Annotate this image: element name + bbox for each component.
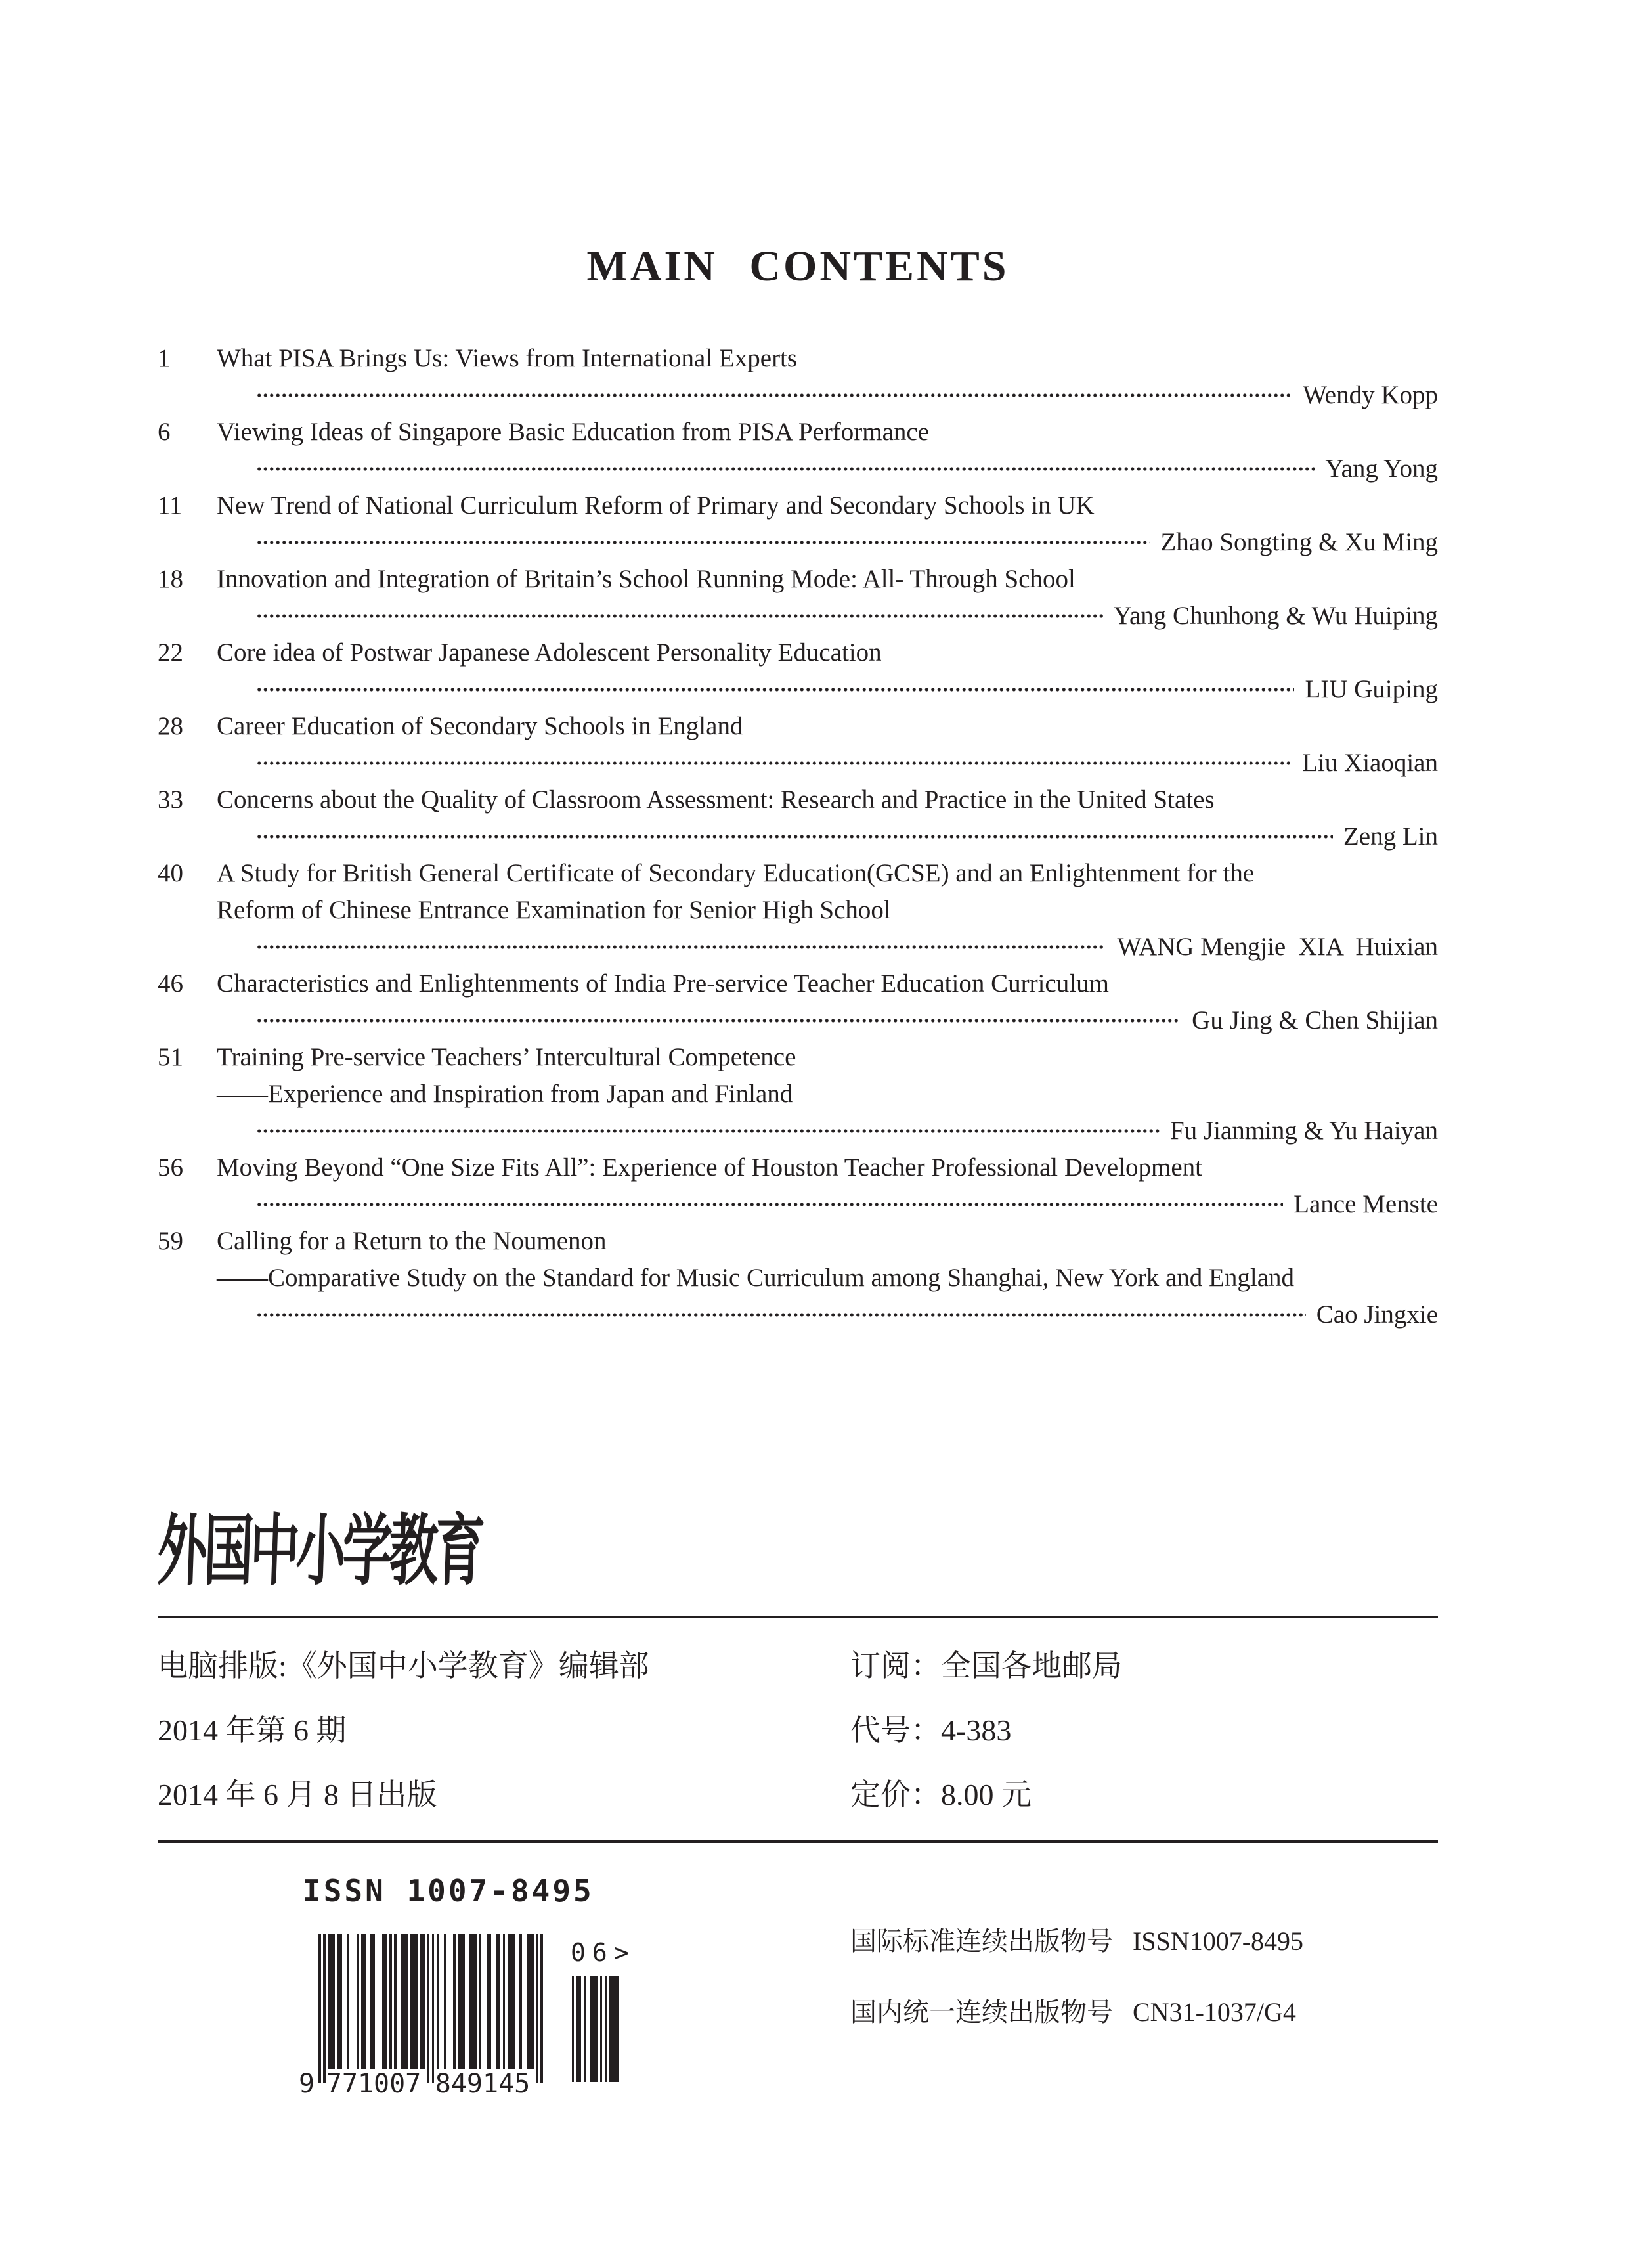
- barcode-digits: [299, 2069, 548, 2099]
- toc-title-line: [158, 561, 1438, 598]
- registry-row: [850, 1977, 1303, 2048]
- dotted-leader: [256, 1018, 1181, 1023]
- registry-row: [850, 1906, 1303, 1977]
- dotted-leader: [256, 687, 1294, 692]
- ean13-barcode: [299, 1934, 636, 2104]
- toc-authors: Yang Yong: [1325, 454, 1438, 483]
- toc-entry: [158, 1039, 1438, 1149]
- barcode-addon: [569, 1938, 636, 2082]
- toc-page-number: 1: [158, 344, 171, 372]
- toc-author-line: [158, 818, 1438, 855]
- toc-entry: [158, 1149, 1438, 1223]
- toc-author-line: [158, 671, 1438, 708]
- toc-title-line: [158, 855, 1438, 892]
- toc-author-line: [158, 1296, 1438, 1333]
- toc-authors: Lance Menste: [1293, 1190, 1438, 1218]
- barcode-bar: [389, 1934, 392, 2069]
- toc-page-number: 22: [158, 638, 183, 667]
- toc-title: Innovation and Integration of Britain’s School Running Mode: All- Through School: [217, 565, 1076, 593]
- barcode-bar: [318, 1934, 321, 2083]
- toc-page-number: 11: [158, 491, 183, 520]
- barcode-bar: [323, 1934, 326, 2083]
- toc-authors: Liu Xiaoqian: [1302, 749, 1438, 777]
- toc-title: A Study for British General Certificate of Secondary Education(GCSE) and an Enlightenment for the: [217, 859, 1255, 887]
- issn-barcode-section: [158, 1873, 1438, 2156]
- registry-label: 国际标准连续出版物号: [850, 1926, 1113, 1956]
- barcode-bar: [503, 1934, 506, 2069]
- colophon-row: 定价：8.00 元: [850, 1778, 1032, 1811]
- ean13-bars: [318, 1934, 543, 2083]
- toc-authors: Zeng Lin: [1343, 822, 1438, 851]
- page-content: [158, 0, 1438, 2156]
- registry-value: ISSN1007-8495: [1133, 1926, 1304, 1956]
- toc-title: New Trend of National Curriculum Reform of Primary and Secondary Schools in UK: [217, 491, 1095, 520]
- toc-page-number: 28: [158, 712, 183, 740]
- dotted-leader: [256, 761, 1292, 766]
- toc-title-line: [158, 340, 1438, 377]
- colophon-grid: [158, 1634, 1438, 1827]
- barcode-bar: [600, 1976, 603, 2082]
- barcode-bar: [519, 1934, 522, 2069]
- colophon-row: 电脑排版:《外国中小学教育》编辑部: [158, 1649, 649, 1683]
- toc-author-line: [158, 524, 1438, 561]
- dotted-leader: [256, 1202, 1283, 1207]
- toc-entry: [158, 1223, 1438, 1333]
- toc-entry: [158, 965, 1438, 1039]
- barcode-bar: [444, 1934, 446, 2069]
- barcode-bar: [453, 1934, 456, 2069]
- toc-entry: [158, 561, 1438, 634]
- barcode-bar: [328, 1934, 335, 2069]
- toc-title-line: [158, 1149, 1438, 1186]
- toc-title-line: [158, 708, 1438, 745]
- toc-title: Calling for a Return to the Noumenon: [217, 1227, 607, 1255]
- toc-title: What PISA Brings Us: Views from International Experts: [217, 344, 798, 372]
- colophon-row: 代号：4-383: [850, 1714, 1012, 1747]
- toc-title-line: [158, 782, 1438, 818]
- barcode-bar: [432, 1934, 435, 2083]
- divider-top: [158, 1616, 1438, 1618]
- dotted-leader: [256, 540, 1150, 545]
- barcode-bar: [536, 1934, 538, 2083]
- toc-entry: [158, 487, 1438, 561]
- barcode-bar: [401, 1934, 408, 2069]
- toc-title-line: [158, 965, 1438, 1002]
- barcode-right-digits: 849145: [435, 2069, 531, 2099]
- dotted-leader: [256, 393, 1292, 398]
- toc-list: [158, 340, 1438, 1333]
- barcode-bar: [458, 1934, 465, 2069]
- barcode-bar: [527, 1934, 534, 2069]
- toc-authors: Gu Jing & Chen Shijian: [1192, 1006, 1438, 1034]
- barcode-bar: [427, 1934, 430, 2083]
- registry-label: 国内统一连续出版物号: [850, 1997, 1113, 2027]
- toc-title: Concerns about the Quality of Classroom Assessment: Research and Practice in the United States: [217, 786, 1215, 814]
- toc-title: Moving Beyond “One Size Fits All”: Experience of Houston Teacher Professional Development: [217, 1153, 1202, 1182]
- barcode-bar: [479, 1934, 482, 2069]
- dotted-leader: [256, 1128, 1160, 1134]
- barcode-block: [299, 1873, 636, 2104]
- toc-authors: Wendy Kopp: [1303, 381, 1438, 409]
- barcode-bar: [361, 1934, 366, 2069]
- barcode-bar: [394, 1934, 397, 2069]
- dotted-leader: [256, 834, 1333, 839]
- toc-title: Career Education of Secondary Schools in England: [217, 712, 743, 740]
- barcode-bar: [508, 1934, 515, 2069]
- toc-title-line: [158, 1039, 1438, 1076]
- barcode-bar: [584, 1976, 586, 2082]
- toc-author-line: [158, 1002, 1438, 1039]
- page-title: MAIN CONTENTS: [586, 242, 1009, 290]
- toc-title-continuation: ——Comparative Study on the Standard for Music Curriculum among Shanghai, New York and England: [217, 1264, 1295, 1292]
- toc-authors: Yang Chunhong & Wu Huiping: [1113, 602, 1438, 630]
- toc-page-number: 6: [158, 418, 171, 446]
- toc-page-number: 18: [158, 565, 183, 593]
- toc-author-line: [158, 598, 1438, 634]
- dotted-leader: [256, 613, 1103, 619]
- toc-title: Viewing Ideas of Singapore Basic Education from PISA Performance: [217, 418, 930, 446]
- toc-entry: [158, 782, 1438, 855]
- toc-author-line: [158, 451, 1438, 487]
- toc-author-line: [158, 377, 1438, 414]
- toc-authors: LIU Guiping: [1305, 675, 1438, 703]
- barcode-bar: [572, 1976, 575, 2082]
- toc-page-number: 40: [158, 859, 183, 887]
- toc-author-line: [158, 1113, 1438, 1149]
- registry-value: CN31-1037/G4: [1133, 1997, 1296, 2027]
- colophon-row: 订阅：全国各地邮局: [850, 1649, 1122, 1683]
- toc-title-line: [158, 487, 1438, 524]
- dotted-leader: [256, 466, 1315, 472]
- colophon-right-column: [850, 1634, 1438, 1827]
- toc-author-line: [158, 929, 1438, 965]
- barcode-bar: [337, 1934, 342, 2069]
- colophon-left-column: [158, 1634, 850, 1827]
- toc-title-continuation: ——Experience and Inspiration from Japan and Finland: [217, 1080, 793, 1108]
- barcode-bar: [437, 1934, 439, 2069]
- toc-entry: [158, 414, 1438, 487]
- toc-author-line: [158, 745, 1438, 782]
- toc-entry: [158, 855, 1438, 965]
- barcode-bar: [347, 1934, 349, 2069]
- dotted-leader: [256, 944, 1106, 950]
- toc-page-number: 59: [158, 1227, 183, 1255]
- toc-title-line: [158, 414, 1438, 451]
- toc-title: Training Pre-service Teachers’ Intercultural Competence: [217, 1043, 796, 1071]
- barcode-bar: [382, 1934, 387, 2069]
- barcode-lead-digit: 9: [299, 2069, 315, 2099]
- toc-title-continuation: Reform of Chinese Entrance Examination for Senior High School: [217, 896, 891, 924]
- barcode-bar: [605, 1976, 607, 2082]
- barcode-bar: [487, 1934, 491, 2069]
- toc-title-line: [158, 634, 1438, 671]
- barcode-left-digits: 771007: [326, 2069, 422, 2099]
- toc-author-line: [158, 1186, 1438, 1223]
- barcode-bar: [370, 1934, 375, 2069]
- barcode-bar: [540, 1934, 543, 2083]
- toc-title: Characteristics and Enlightenments of India Pre-service Teacher Education Curriculum: [217, 969, 1109, 998]
- toc-authors: Fu Jianming & Yu Haiyan: [1169, 1117, 1438, 1145]
- colophon-row: 2014 年第 6 期: [158, 1714, 347, 1747]
- barcode-addon-bars: [569, 1976, 622, 2082]
- barcode-bar: [496, 1934, 500, 2069]
- toc-title-line: [158, 1223, 1438, 1260]
- issn-label: ISSN 1007-8495: [303, 1873, 594, 1909]
- divider-bottom: [158, 1840, 1438, 1843]
- toc-page-number: 51: [158, 1043, 183, 1071]
- barcode-bar: [357, 1934, 359, 2069]
- barcode-bar: [576, 1976, 581, 2082]
- journal-logo-calligraphy: 外国中小学教育: [156, 1509, 483, 1595]
- barcode-bar: [609, 1976, 619, 2082]
- barcode-bar: [590, 1976, 598, 2082]
- registry-numbers: [850, 1906, 1303, 2048]
- barcode-bar: [420, 1934, 425, 2069]
- barcode-bar: [469, 1934, 477, 2069]
- toc-entry: [158, 634, 1438, 708]
- barcode-bar: [410, 1934, 418, 2069]
- toc-entry: [158, 708, 1438, 782]
- toc-authors: WANG Mengjie XIA Huixian: [1117, 933, 1438, 961]
- toc-title: Core idea of Postwar Japanese Adolescent Personality Education: [217, 638, 882, 667]
- toc-page-number: 33: [158, 786, 183, 814]
- colophon-row: 2014 年 6 月 8 日出版: [158, 1778, 437, 1811]
- toc-entry: [158, 340, 1438, 414]
- toc-authors: Cao Jingxie: [1316, 1300, 1438, 1329]
- dotted-leader: [256, 1312, 1306, 1317]
- toc-authors: Zhao Songting & Xu Ming: [1160, 528, 1438, 556]
- toc-page-number: 56: [158, 1153, 183, 1182]
- toc-page-number: 46: [158, 969, 183, 998]
- barcode-addon-label: 06>: [571, 1938, 636, 1967]
